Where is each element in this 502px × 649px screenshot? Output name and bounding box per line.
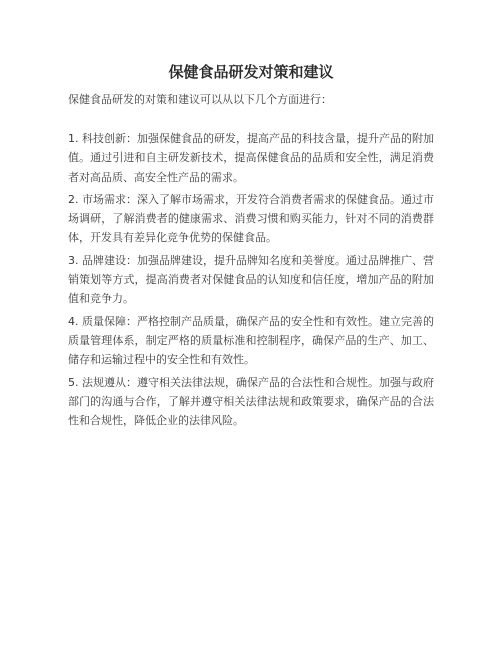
point-technology-innovation: 1. 科技创新：加强保健食品的研发，提高产品的科技含量，提升产品的附加值。通过引进和自主研发新技术，提高保健食品的品质和安全性，满足消费者对高品质、高安全性产品的需求。 bbox=[68, 132, 434, 184]
intro-paragraph: 保健食品研发的对策和建议可以从以下几个方面进行： bbox=[68, 93, 332, 106]
point-regulatory-compliance: 5. 法规遵从：遵守相关法律法规，确保产品的合法性和合规性。加强与政府部门的沟通与合作，了解并遵守相关法律法规和政策要求，确保产品的合法性和合规性，降低企业的法律风险。 bbox=[68, 375, 434, 428]
point-quality-assurance: 4. 质量保障：严格控制产品质量，确保产品的安全性和有效性。建立完善的质量管理体系，制定严格的质量标准和控制程序，确保产品的生产、加工、储存和运输过程中的安全性和有效性。 bbox=[68, 314, 434, 367]
point-market-demand: 2. 市场需求：深入了解市场需求，开发符合消费者需求的保健食品。通过市场调研，了解消费者的健康需求、消费习惯和购买能力，针对不同的消费群体，开发具有差异化竞争优势的保健食品。 bbox=[68, 192, 434, 245]
point-brand-building: 3. 品牌建设：加强品牌建设，提升品牌知名度和美誉度。通过品牌推广、营销策划等方式，提高消费者对保健食品的认知度和信任度，增加产品的附加值和竞争力。 bbox=[68, 253, 434, 306]
document-title: 保健食品研发对策和建议 bbox=[168, 63, 334, 81]
